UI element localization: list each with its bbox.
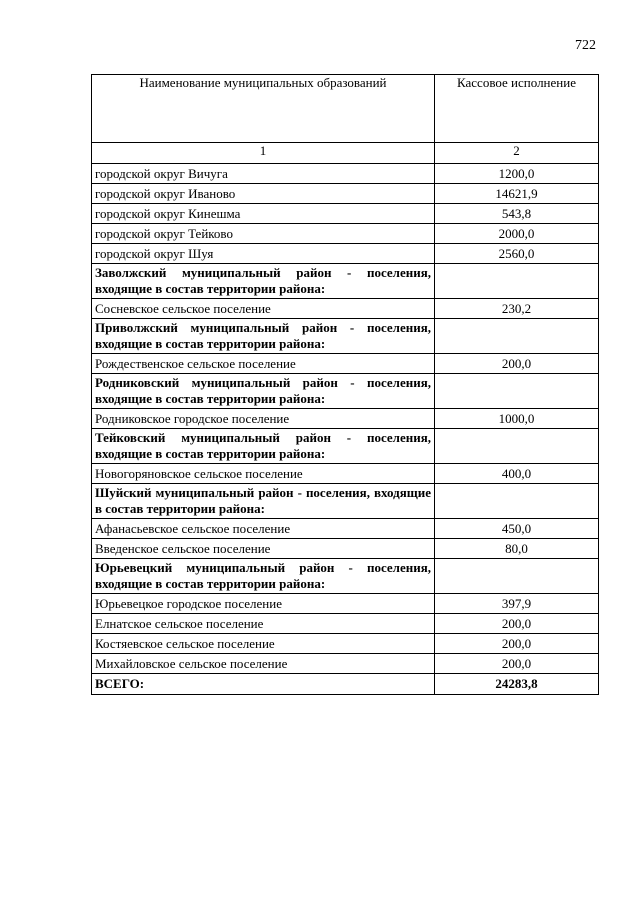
district-group-row: [92, 559, 599, 594]
district-group-name: Юрьевецкий муниципальный район - поселения, входящие в состав территории района:: [92, 559, 435, 594]
cash-execution-value: 450,0: [435, 519, 599, 539]
budget-table: [91, 74, 599, 695]
municipality-name: Костяевское сельское поселение: [92, 634, 435, 654]
district-group-name: Шуйский муниципальный район - поселения, входящие в состав территории района:: [92, 484, 435, 519]
table-row: [92, 519, 599, 539]
district-group-name: Тейковский муниципальный район - поселения, входящие в состав территории района:: [92, 429, 435, 464]
district-group-row: [92, 429, 599, 464]
total-value: 24283,8: [435, 674, 599, 695]
district-group-row: [92, 264, 599, 299]
cash-execution-value: 200,0: [435, 654, 599, 674]
cash-execution-value: 200,0: [435, 354, 599, 374]
municipality-name: Елнатское сельское поселение: [92, 614, 435, 634]
cash-execution-value: [435, 429, 599, 464]
table-row: [92, 354, 599, 374]
table-row: [92, 614, 599, 634]
table-row: [92, 224, 599, 244]
cash-execution-value: [435, 264, 599, 299]
table-body: [92, 164, 599, 674]
table-row: [92, 594, 599, 614]
district-group-name: Заволжский муниципальный район - поселения, входящие в состав территории района:: [92, 264, 435, 299]
table-row: [92, 299, 599, 319]
district-group-row: [92, 319, 599, 354]
table-header-row: [92, 75, 599, 143]
municipality-name: городской округ Вичуга: [92, 164, 435, 184]
cash-execution-value: 80,0: [435, 539, 599, 559]
table-row: [92, 204, 599, 224]
municipality-name: Юрьевецкое городское поселение: [92, 594, 435, 614]
municipality-name: Введенское сельское поселение: [92, 539, 435, 559]
cash-execution-value: 1000,0: [435, 409, 599, 429]
column-index-1: 1: [92, 143, 435, 164]
table-row: [92, 464, 599, 484]
municipality-name: городской округ Шуя: [92, 244, 435, 264]
municipality-name: Сосневское сельское поселение: [92, 299, 435, 319]
district-group-row: [92, 484, 599, 519]
municipality-name: городской округ Иваново: [92, 184, 435, 204]
cash-execution-value: 397,9: [435, 594, 599, 614]
column-index-2: 2: [435, 143, 599, 164]
cash-execution-value: 400,0: [435, 464, 599, 484]
column-header-name: Наименование муниципальных образований: [92, 75, 435, 143]
cash-execution-value: 230,2: [435, 299, 599, 319]
table-row: [92, 244, 599, 264]
table-row: [92, 634, 599, 654]
table-row: [92, 164, 599, 184]
cash-execution-value: 14621,9: [435, 184, 599, 204]
cash-execution-value: 1200,0: [435, 164, 599, 184]
municipality-name: Рождественское сельское поселение: [92, 354, 435, 374]
column-header-amount: Кассовое исполнение: [435, 75, 599, 143]
cash-execution-value: [435, 559, 599, 594]
table-row: [92, 654, 599, 674]
table-row: [92, 409, 599, 429]
district-group-name: Родниковский муниципальный район - поселения, входящие в состав территории района:: [92, 374, 435, 409]
cash-execution-value: [435, 319, 599, 354]
page-number: 722: [575, 38, 596, 53]
table-row: [92, 184, 599, 204]
municipality-name: Михайловское сельское поселение: [92, 654, 435, 674]
column-index-row: [92, 143, 599, 164]
cash-execution-value: [435, 484, 599, 519]
cash-execution-value: 200,0: [435, 634, 599, 654]
cash-execution-value: 200,0: [435, 614, 599, 634]
district-group-row: [92, 374, 599, 409]
total-label: ВСЕГО:: [92, 674, 435, 695]
cash-execution-value: 2000,0: [435, 224, 599, 244]
cash-execution-value: 2560,0: [435, 244, 599, 264]
municipality-name: Родниковское городское поселение: [92, 409, 435, 429]
table-row: [92, 539, 599, 559]
district-group-name: Приволжский муниципальный район - поселения, входящие в состав территории района:: [92, 319, 435, 354]
total-row: [92, 674, 599, 695]
municipality-name: городской округ Кинешма: [92, 204, 435, 224]
municipality-name: Афанасьевское сельское поселение: [92, 519, 435, 539]
cash-execution-value: 543,8: [435, 204, 599, 224]
municipality-name: Новогоряновское сельское поселение: [92, 464, 435, 484]
cash-execution-value: [435, 374, 599, 409]
municipality-name: городской округ Тейково: [92, 224, 435, 244]
